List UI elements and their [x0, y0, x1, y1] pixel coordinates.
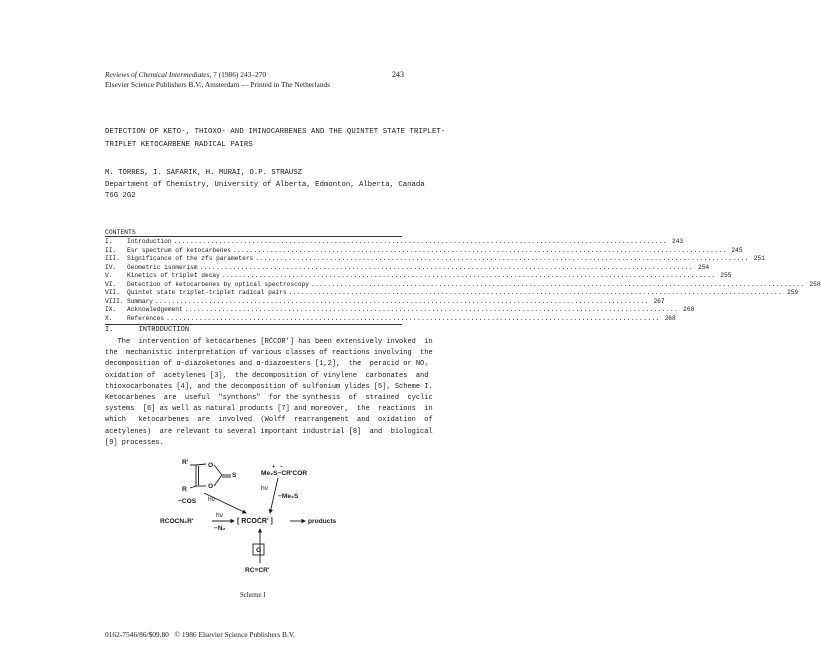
ylide-formula: Me₂S−CR'COR — [261, 470, 308, 477]
toc-entry-page: 259 — [787, 289, 799, 296]
toc-entry-page: 268 — [683, 306, 695, 313]
toc-entry-title: Detection of ketocarbenes by optical spectroscopy — [127, 280, 309, 288]
toc-entry-page: 255 — [720, 272, 732, 279]
toc-entry — [105, 246, 743, 256]
body-line: which ketocarbenes are involved (Wolff rearrangement and oxidation of — [105, 416, 433, 425]
alkyne-formula: RC≡CR' — [245, 567, 270, 574]
hv-label-ylide: hν — [261, 485, 268, 492]
article-title — [105, 126, 445, 152]
toc-entry-page: 258 — [809, 280, 821, 288]
ylide-plus: + — [272, 464, 275, 470]
body-line: the mechanistic interpretation of various classes of reactions involving the — [105, 349, 433, 358]
ring-substituent-r2: R — [182, 486, 187, 493]
hv-label-ring: hν — [208, 496, 215, 503]
toc-leader-dots: ........................................................................................................................ — [288, 289, 783, 296]
toc-entry-page: 268 — [664, 314, 676, 322]
toc-entry-title: Acknowledgement — [127, 306, 183, 313]
toc-leader-dots: ........................................................................................................................ — [199, 263, 694, 271]
table-of-contents — [105, 238, 821, 325]
toc-entry-number: VI. — [105, 280, 117, 288]
toc-entry-page: 267 — [653, 297, 665, 305]
journal-header — [105, 70, 330, 89]
toc-entry-page: 245 — [731, 246, 743, 254]
title-line-2: TRIPLET KETOCARBENE RADICAL PAIRS — [105, 141, 253, 149]
toc-entry-title: Introduction — [127, 238, 172, 245]
toc-leader-dots: ........................................................................................................................ — [155, 297, 649, 305]
scheme-caption: Scheme I — [240, 592, 266, 599]
title-line-1: DETECTION OF KETO-, THIOXO- AND IMINOCARBENES AND THE QUINTET STATE TRIPLET- — [105, 128, 446, 136]
oxidant-label: O — [256, 547, 262, 554]
toc-entry — [105, 289, 799, 298]
contents-heading: CONTENTS — [105, 229, 136, 236]
ylide-minus: − — [280, 464, 283, 470]
page-number: 243 — [392, 70, 404, 79]
toc-entry — [105, 280, 821, 290]
affiliation — [105, 180, 425, 202]
toc-entry-number: VII. — [105, 289, 120, 296]
toc-entry — [105, 314, 676, 324]
body-line: [9] processes. — [105, 438, 164, 447]
loss-me2s-label: −Me₂S — [278, 493, 299, 500]
toc-entry-title: Summary — [127, 297, 153, 305]
toc-entry — [105, 255, 765, 264]
journal-name: Reviews of Chemical Intermediates — [105, 70, 210, 79]
toc-leader-dots: ........................................................................................................................ — [166, 314, 660, 322]
contents-top-rule — [105, 236, 402, 237]
ring-substituent-r1: R' — [182, 459, 189, 466]
toc-entry-title: Significance of the zfs parameters — [127, 255, 254, 262]
arrow-ring-to-carbene — [204, 493, 246, 513]
toc-entry-page: 243 — [672, 238, 684, 245]
toc-leader-dots: ........................................................................................................................ — [173, 238, 668, 245]
footer-copyright: 0162-7546/86/$09.80 © 1986 Elsevier Science Publishers B.V. — [105, 630, 296, 639]
toc-entry-number: IX. — [105, 306, 117, 313]
toc-entry-title: Kinetics of triplet decay — [127, 272, 220, 279]
affiliation-line-1: Department of Chemistry, University of Alberta, Edmonton, Alberta, Canada — [105, 181, 425, 189]
toc-entry-page: 251 — [753, 255, 765, 262]
toc-entry-number: V. — [105, 272, 113, 279]
body-line: oxidation of acetylenes [3], the decomposition of vinylene carbonates and — [105, 371, 429, 380]
diazo-formula: RCOCN₂R' — [160, 518, 194, 525]
toc-entry — [105, 297, 665, 307]
ring-o-top: O — [208, 462, 214, 469]
toc-entry-number: III. — [105, 255, 120, 262]
body-line: The intervention of ketocarbenes [RĊCOR'] has been extensively invoked in — [105, 338, 433, 346]
introduction-body — [105, 337, 433, 449]
contents-bottom-rule — [105, 324, 402, 325]
arrow-ylide-to-carbene — [270, 478, 278, 513]
toc-entry-number: VIII. — [105, 297, 124, 305]
toc-leader-dots: ........................................................................................................................ — [310, 280, 805, 288]
toc-entry-title: Quintet state triplet-triplet radical pairs — [127, 289, 287, 296]
body-line: Ketocarbenes are useful "synthons" for the synthesis of strained cyclic — [105, 394, 433, 403]
toc-entry-number: II. — [105, 246, 117, 254]
products-label: products — [308, 518, 337, 525]
body-line: systems [6] as well as natural products [7] and moreover, the reactions in — [105, 405, 433, 414]
toc-entry — [105, 238, 684, 247]
authors: M. TORRES, I. SAFARIK, H. MURAI, O.P. STRAUSZ — [105, 169, 303, 177]
ketocarbene-formula: [ RCOĊR' ] — [237, 518, 273, 525]
publisher-line: Elsevier Science Publishers B.V., Amsterdam — Printed in The Netherlands — [105, 79, 331, 89]
toc-entry-number: IV. — [105, 263, 117, 271]
ring-o-bottom: O — [208, 483, 214, 490]
toc-entry-number: X. — [105, 314, 113, 322]
loss-cos-label: −COS — [178, 498, 197, 505]
toc-entry-title: References — [127, 314, 165, 322]
toc-entry-title: Geometric isomerism — [127, 263, 198, 271]
body-line: thioxocarbonates [4], and the decomposition of sulfonium ylides [5], Scheme I. — [105, 382, 433, 391]
toc-entry — [105, 272, 732, 281]
toc-leader-dots: ........................................................................................................................ — [232, 246, 727, 254]
body-line: acetylenes) are relevant to several important industrial [8] and biological — [105, 427, 433, 436]
journal-volume: , 7 (1986) 243–270 — [209, 70, 267, 79]
loss-n2-label: −N₂ — [214, 525, 226, 532]
hv-label-diazo: hν — [216, 512, 223, 519]
toc-entry-title: Esr spectrum of ketocarbenes — [127, 246, 231, 254]
affiliation-line-2: T6G 2G2 — [105, 192, 136, 200]
section-heading-introduction: I. INTRODUCTION — [105, 326, 190, 334]
toc-entry-number: I. — [105, 238, 113, 245]
toc-entry — [105, 306, 695, 315]
toc-entry-page: 254 — [698, 263, 710, 271]
toc-leader-dots: ........................................................................................................................ — [184, 306, 679, 313]
toc-leader-dots: ........................................................................................................................ — [221, 272, 716, 279]
toc-entry — [105, 263, 710, 273]
toc-leader-dots: ........................................................................................................................ — [255, 255, 749, 262]
ring-s: S — [232, 472, 237, 479]
body-line: decomposition of α-diazoketones and α-diazoesters [1,2], the peracid or NO₂ — [105, 360, 429, 369]
scheme-diagram — [160, 455, 360, 585]
